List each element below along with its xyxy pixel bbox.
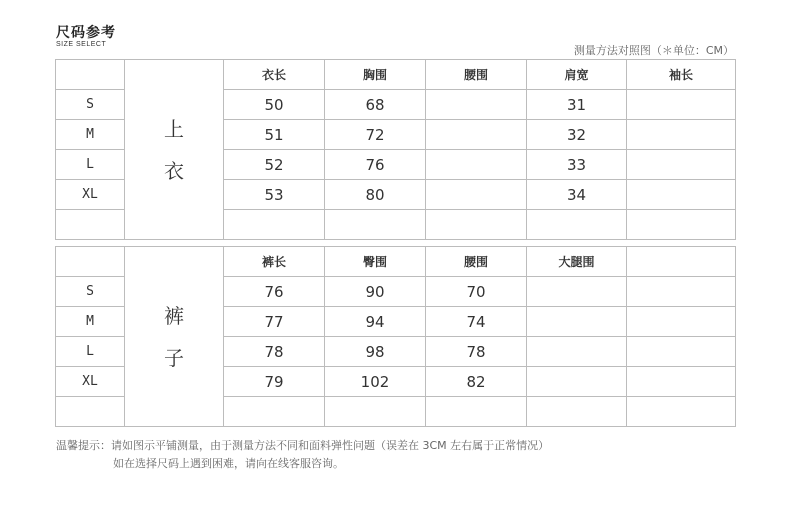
measurement-cell — [426, 90, 527, 120]
measurement-cell: 68 — [325, 90, 426, 120]
measurement-cell: 90 — [325, 277, 426, 307]
measurement-cell — [527, 337, 627, 367]
column-header: 臀围 — [325, 247, 426, 277]
measurement-cell — [325, 397, 426, 427]
measurement-cell: 31 — [527, 90, 627, 120]
measurement-cell — [527, 397, 627, 427]
measurement-cell: 78 — [426, 337, 527, 367]
measurement-cell — [224, 397, 325, 427]
measurement-cell — [627, 367, 736, 397]
measurement-cell — [527, 307, 627, 337]
pants-category-label — [125, 247, 224, 427]
category-char: 裤 — [164, 303, 184, 328]
size-label: XL — [56, 367, 125, 397]
corner-cell — [56, 247, 125, 277]
measurement-cell: 82 — [426, 367, 527, 397]
size-label: S — [56, 277, 125, 307]
measurement-cell: 76 — [224, 277, 325, 307]
measurement-cell — [527, 210, 627, 240]
size-label: M — [56, 307, 125, 337]
measurement-cell — [527, 367, 627, 397]
size-label: XL — [56, 180, 125, 210]
measurement-cell: 98 — [325, 337, 426, 367]
pants-size-table — [55, 246, 736, 427]
column-header: 大腿围 — [527, 247, 627, 277]
corner-cell — [56, 60, 125, 90]
measurement-cell: 78 — [224, 337, 325, 367]
column-header: 袖长 — [627, 60, 736, 90]
measurement-cell: 51 — [224, 120, 325, 150]
measurement-cell: 72 — [325, 120, 426, 150]
size-reference-subtitle: SIZE SELECT — [56, 41, 107, 48]
size-label — [56, 397, 125, 427]
measurement-cell — [627, 180, 736, 210]
tops-table-body — [56, 60, 736, 240]
size-label: S — [56, 90, 125, 120]
size-reference-title: 尺码参考 — [56, 25, 116, 41]
customer-service-tip: 如在选择尺码上遇到困难，请向在线客服咨询。 — [113, 457, 344, 470]
measurement-cell — [627, 120, 736, 150]
size-label: L — [56, 150, 125, 180]
category-char: 子 — [164, 345, 184, 370]
category-char: 衣 — [164, 158, 184, 183]
measurement-cell — [325, 210, 426, 240]
column-header: 裤长 — [224, 247, 325, 277]
measurement-cell: 94 — [325, 307, 426, 337]
measurement-cell — [426, 180, 527, 210]
measurement-cell: 102 — [325, 367, 426, 397]
measurement-cell: 33 — [527, 150, 627, 180]
column-header: 腰围 — [426, 247, 527, 277]
measurement-cell — [627, 90, 736, 120]
measurement-cell — [224, 210, 325, 240]
column-header — [627, 247, 736, 277]
tops-header-row — [56, 60, 736, 90]
measurement-cell: 77 — [224, 307, 325, 337]
measurement-cell — [627, 150, 736, 180]
measurement-tip: 温馨提示：请如图示平铺测量，由于测量方法不同和面料弹性问题（误差在 3CM 左右属于正常情况） — [56, 439, 550, 452]
measurement-cell: 32 — [527, 120, 627, 150]
size-label — [56, 210, 125, 240]
measurement-cell — [426, 210, 527, 240]
pants-table-body — [56, 247, 736, 427]
measurement-cell: 79 — [224, 367, 325, 397]
measurement-cell: 52 — [224, 150, 325, 180]
measurement-cell — [627, 277, 736, 307]
measurement-cell: 80 — [325, 180, 426, 210]
column-header: 肩宽 — [527, 60, 627, 90]
measurement-cell — [426, 397, 527, 427]
tops-category-label — [125, 60, 224, 240]
measurement-cell — [627, 397, 736, 427]
category-char: 上 — [164, 116, 184, 141]
column-header: 胸围 — [325, 60, 426, 90]
measurement-cell: 70 — [426, 277, 527, 307]
measurement-cell: 76 — [325, 150, 426, 180]
measurement-cell — [426, 150, 527, 180]
size-label: L — [56, 337, 125, 367]
unit-note: 测量方法对照图（＊单位：CM） — [573, 44, 734, 57]
measurement-cell: 53 — [224, 180, 325, 210]
measurement-cell — [627, 210, 736, 240]
pants-header-row — [56, 247, 736, 277]
measurement-cell: 74 — [426, 307, 527, 337]
size-label: M — [56, 120, 125, 150]
tops-size-table — [55, 59, 736, 240]
column-header: 衣长 — [224, 60, 325, 90]
column-header: 腰围 — [426, 60, 527, 90]
measurement-cell — [627, 337, 736, 367]
measurement-cell — [527, 277, 627, 307]
measurement-cell — [426, 120, 527, 150]
measurement-cell: 50 — [224, 90, 325, 120]
measurement-cell — [627, 307, 736, 337]
measurement-cell: 34 — [527, 180, 627, 210]
